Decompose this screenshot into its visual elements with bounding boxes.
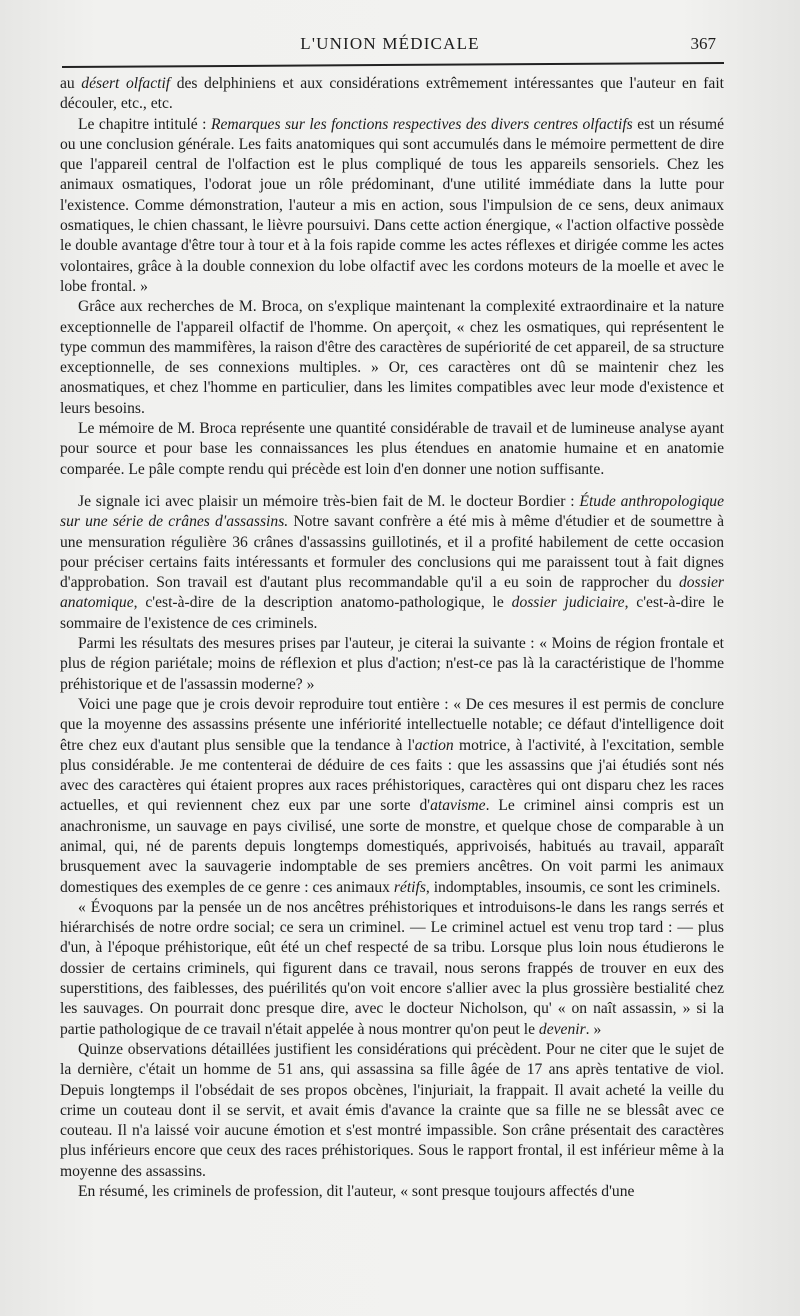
paragraph-text: Parmi les résultats des mesures prises par l'auteur, je citerai la suivante : « Moins de région frontale et plus de région pariétale; moins de réflexion et plus d'action; n'est-ce pas là la caractéristique de l'homme préhistorique et de l'assassin moderne? » [60,635,724,693]
paragraph [60,115,724,298]
paragraph-text: motrice, à l'activité, à l'excitation, semble plus considérable. Je me contenterai de déduire de ces faits : que les assassins que j'ai étudiés sont nés avec des caractères qui étaient propres aux races préhistoriques, caractères qui ont disparu chez les races actuelles, et qui reviennent chez eux par une sorte d' [60,736,724,815]
paragraph-text: , c'est-à-dire de la description anatomo-pathologique, le [133,594,512,612]
paragraph-text: Je signale ici avec plaisir un mémoire très-bien fait de M. le docteur Bordier : [78,492,580,510]
italic-text: dossier judiciaire [511,594,625,612]
paragraph-text: Grâce aux recherches de M. Broca, on s'explique maintenant la complexité extraordinaire et la nature exceptionnelle de l'appareil olfactif de l'homme. On aperçoit, « chez les osmatiques, qui représentent le type commun des mammifères, la raison d'être des caractères de supériorité de cet appareil, de sa structure exceptionnelle, de ses connexions multiples. » Or, ces caractères ont dû se maintenir chez les anosmatiques, et chez l'homme en particulier, dans les limites compatibles avec leur mode d'existence et leurs besoins. [60,298,724,417]
paragraph [60,1040,724,1182]
paragraph [60,74,724,115]
paragraph-text: Le chapitre intitulé : [78,115,211,133]
paragraph-text: , indomptables, insoumis, ce sont les criminels. [425,878,721,896]
paragraph-text: Voici une page que je crois devoir reproduire tout entière : « De ces mesures il est permis de conclure que la moyenne des assassins présente une infériorité intellectuelle notable; ce défaut d'intelligence doit être chez eux d'autant plus sensible que la tendance à l' [60,695,724,754]
article-body [60,74,724,1202]
paragraph-text: Quinze observations détaillées justifient les considérations qui précèdent. Pour ne citer que le sujet de la dernière, c'était un homme de 51 ans, qui assassina sa fille âgée de 17 ans après tentative de viol. Depuis longtemps il l'obsédait de ses propos obcènes, l'injuriait, la frappait. Il avait acheté la veille du crime un couteau dont il se servit, et avait émis d'avance la crainte que sa fille ne se blessât avec ce couteau. Il n'a laissé voir aucune émotion et s'est montré impassible. Son crâne présentait des caractères plus inférieurs encore que ceux des races préhistoriques. Sous le rapport frontal, il est inférieur même à la moyenne des assassins. [60,1040,724,1180]
paragraph [60,898,724,1040]
paragraph [60,492,724,634]
paragraph [60,695,724,898]
italic-text: devenir [538,1020,586,1038]
paragraph-text: . Le criminel ainsi compris est un anachronisme, un sauvage en pays civilisé, une sorte de monstre, et quelque chose de comparable à un animal, qui, né de parents depuis longtemps domestiqués, apprivoisés, habitués au travail, apparaît brusquement avec la sauvagerie indomptable de ses premiers ancêtres. On voit parmi les animaux domestiques des exemples de ce genre : ces animaux [60,797,724,896]
paragraph-text: « Évoquons par la pensée un de nos ancêtres préhistoriques et introduisons-le dans les rangs serrés et hiérarchisés de notre ordre social; ce sera un criminel. — Le criminel actuel est venu trop tard : — plus d'un, à l'époque préhistorique, eût été un chef respecté de sa tribu. Lorsque plus loin nous étudierons le dossier de certains criminels, qui figurent dans ce travail, nous serons frappés de trouver en eux des superstitions, des faiblesses, des puérilités qu'on voit encore s'allier avec la plus grossière bestialité chez les sauvages. On pourrait donc presque dire, avec le docteur Nicholson, qu' « on naît assassin, » si la partie pathologique de ce travail n'était appelée à nous montrer qu'on peut le [60,898,724,1038]
paragraph-text: des delphiniens et aux considérations extrêmement intéressantes que l'auteur en fait découler, etc., etc. [60,75,725,113]
paragraph-text: est un résumé ou une conclusion générale. Les faits anatomiques qui sont accumulés dans le mémoire permettent de dire que l'appareil central de l'olfaction est le plus compliqué de tous les appareils sensoriels. Chez les animaux osmatiques, l'odorat joue un rôle prédominant, d'une utilité immédiate dans la lutte pour l'existence. Comme démonstration, l'auteur a mis en action, sous l'impulsion de ce sens, deux animaux osmatiques, le chien chassant, le lièvre poursuivi. Dans cette action énergique, « l'action olfactive possède le double avantage d'être tour à tour et à la fois rapide comme les actes réflexes et dirigée comme les actes volontaires, grâce à la double connexion du lobe olfactif avec les cordons moteurs de la moelle et avec le lobe frontal. » [60,115,725,295]
paragraph-text: Notre savant confrère a été mis à même d'étudier et de soumettre à une mensuration régulière 36 crânes d'assassins guillotinés, et il a profité habilement de cette occasion pour préciser certains faits intéressants et formuler des conclusions qui me paraissent tout à fait dignes d'approbation. Son travail est d'autant plus recommandable qu'il a eu soin de rapprocher du [60,513,724,592]
paragraph-text: Le mémoire de M. Broca représente une quantité considérable de travail et de lumineuse analyse ayant pour source et pour base les connaissances les plus étendues en anatomie humaine et en anatomie comparée. Le pâle compte rendu qui précède est loin d'en donner une notion suffisante. [60,420,724,478]
paragraph [60,297,724,419]
page-number: 367 [690,34,716,53]
italic-text: désert olfactif [81,75,171,92]
paragraph-text: au [60,75,82,92]
italic-text: dossier anatomique [60,574,724,612]
paragraph-text: . » [585,1020,602,1038]
paragraph [60,634,724,695]
italic-text: Remarques sur les fonctions respectives des divers centres olfactifs [210,115,633,133]
paragraph-text: , c'est-à-dire le sommaire de l'existence de ces criminels. [60,594,724,632]
paragraph [60,419,724,480]
paragraph-text: En résumé, les criminels de profession, dit l'auteur, « sont presque toujours affectés d'une [78,1183,635,1201]
italic-text: action [414,736,454,754]
paragraph [60,1182,724,1202]
italic-text: rétifs [393,878,426,896]
page-header [60,34,720,58]
running-title: L'UNION MÉDICALE [300,34,480,53]
header-rule [62,62,724,68]
italic-text: atavisme [430,797,486,815]
italic-text: Étude anthropologique sur une série de crânes d'assassins. [60,492,724,531]
